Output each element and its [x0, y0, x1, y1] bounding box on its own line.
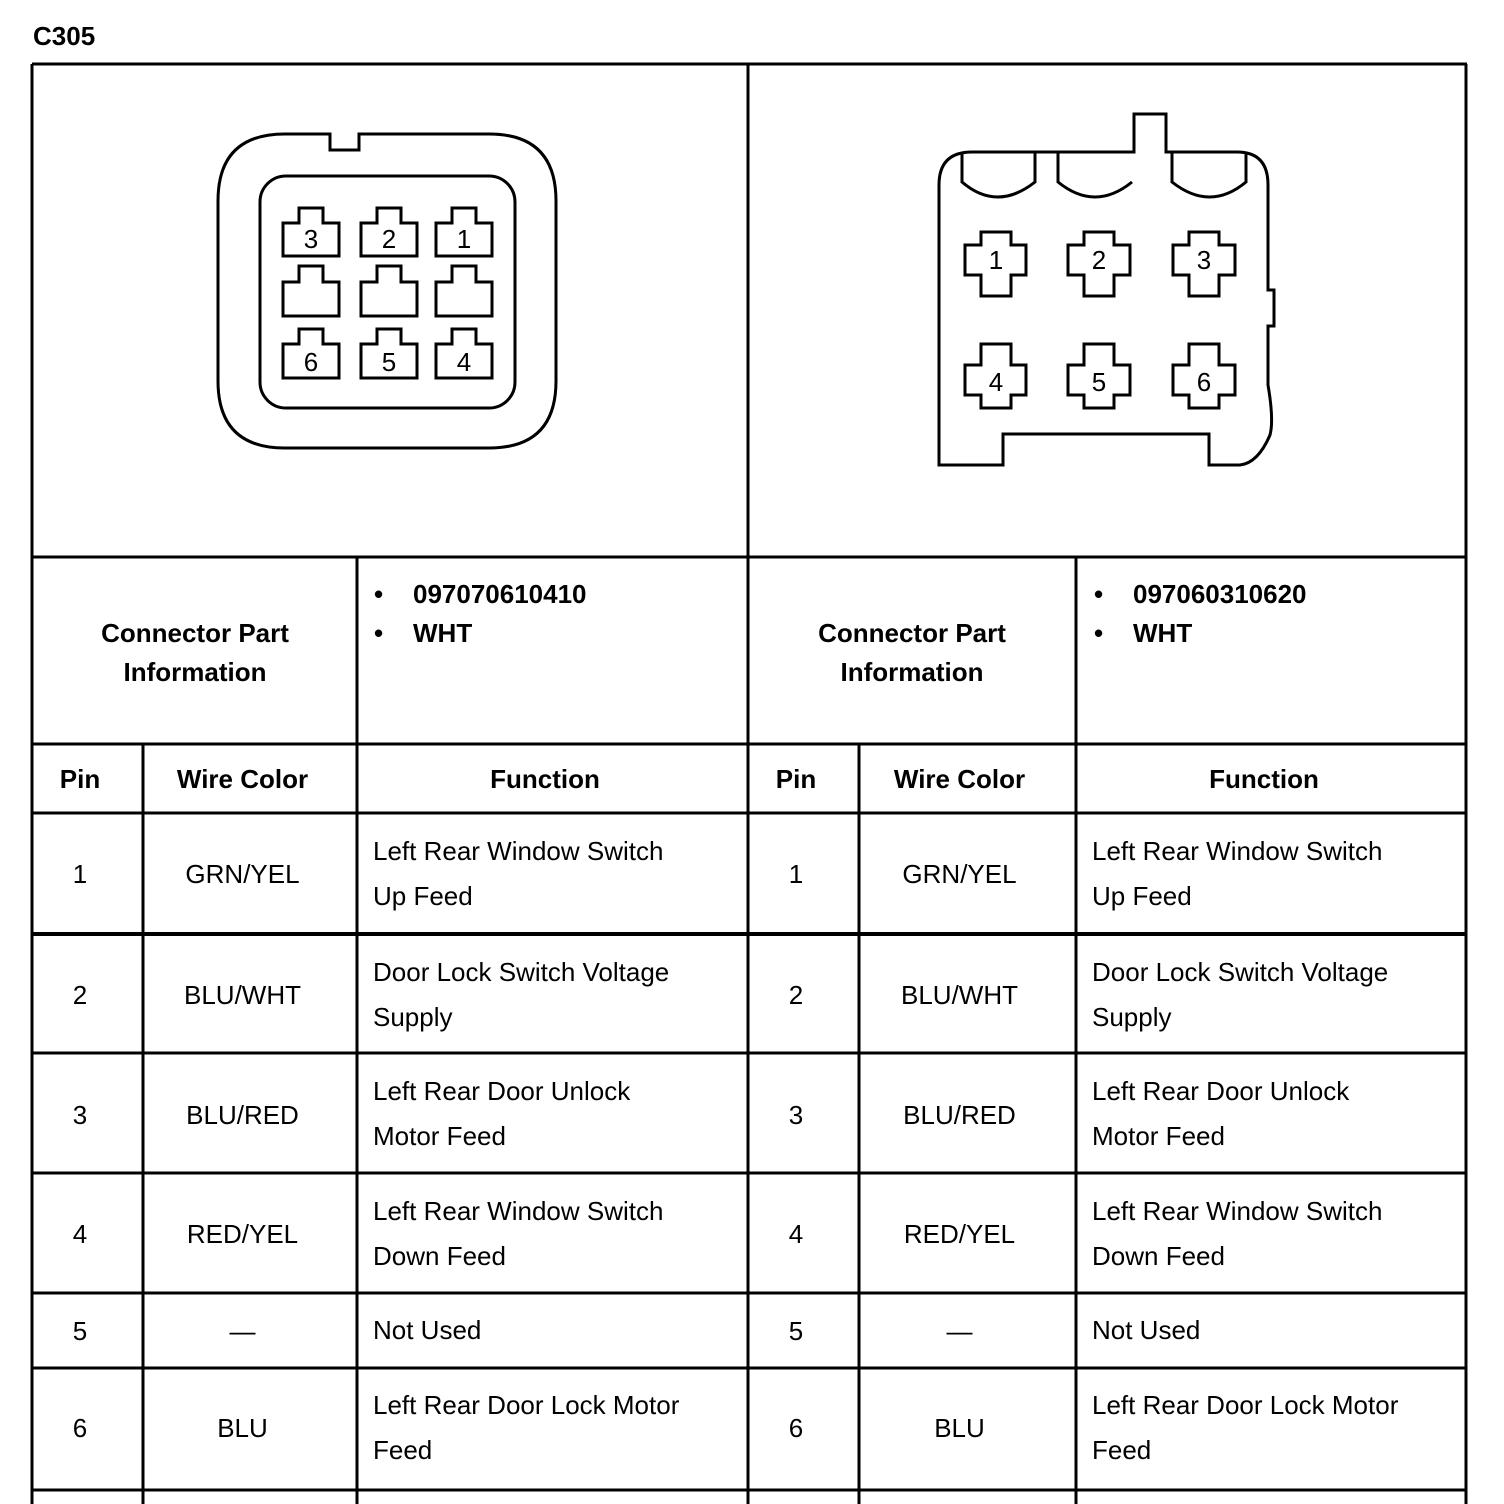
wire-color-cell: BLU/RED: [903, 1100, 1016, 1130]
pin-cell: 1: [788, 859, 804, 889]
bullet: •: [1094, 579, 1104, 609]
function-cell: Left Rear Door Unlock Motor Feed: [373, 1076, 631, 1151]
part-number-left: 097070610410: [413, 579, 587, 609]
wire-color-cell: BLU: [217, 1413, 268, 1443]
pin-label: 5: [1091, 367, 1107, 397]
bullet: •: [374, 618, 384, 648]
part-color-left: WHT: [413, 618, 473, 648]
wire-color-cell: GRN/YEL: [902, 859, 1017, 889]
pin-label: 1: [456, 224, 472, 254]
wire-color-cell: BLU/WHT: [184, 980, 301, 1010]
wire-color-cell: BLU/RED: [186, 1100, 299, 1130]
pin-cell: 4: [788, 1219, 804, 1249]
wire-color-cell: —: [229, 1316, 256, 1346]
pin-label: 3: [1196, 245, 1212, 275]
pin-cell: 2: [788, 980, 804, 1010]
part-info-label-right: Connector Part Information: [818, 618, 1006, 687]
header-wire-color-right: Wire Color: [893, 764, 1026, 794]
header-function-right: Function: [1209, 764, 1319, 794]
pin-label: 4: [456, 347, 472, 377]
part-info-label-left: Connector Part Information: [101, 618, 289, 687]
wire-color-cell: BLU/WHT: [901, 980, 1018, 1010]
function-cell: Left Rear Window Switch Up Feed: [373, 836, 664, 911]
pin-cell: 1: [72, 859, 88, 889]
pin-label: 2: [1091, 245, 1107, 275]
header-pin-left: Pin: [59, 764, 101, 794]
wire-color-cell: BLU: [934, 1413, 985, 1443]
function-cell: Left Rear Door Lock Motor Feed: [1092, 1390, 1399, 1465]
function-cell: Not Used: [373, 1315, 482, 1345]
pin-cell: 3: [72, 1100, 88, 1130]
pin-label: 3: [303, 224, 319, 254]
function-cell: Door Lock Switch Voltage Supply: [373, 957, 670, 1032]
wire-color-cell: GRN/YEL: [185, 859, 300, 889]
part-number-right: 097060310620: [1133, 579, 1307, 609]
pin-cell: 2: [72, 980, 88, 1010]
pin-label: 4: [988, 367, 1004, 397]
function-cell: Left Rear Door Unlock Motor Feed: [1092, 1076, 1350, 1151]
part-color-right: WHT: [1133, 618, 1193, 648]
pin-cell: 6: [788, 1413, 804, 1443]
function-cell: Not Used: [1092, 1315, 1201, 1345]
pin-label: 1: [988, 245, 1004, 275]
header-wire-color-left: Wire Color: [176, 764, 309, 794]
pin-cell: 5: [788, 1316, 804, 1346]
function-cell: Left Rear Window Switch Down Feed: [1092, 1196, 1383, 1271]
connector-id: C305: [33, 21, 96, 51]
connector-face-view-left: [200, 130, 580, 470]
function-cell: Door Lock Switch Voltage Supply: [1092, 957, 1389, 1032]
wire-color-cell: RED/YEL: [186, 1219, 299, 1249]
pin-cell: 3: [788, 1100, 804, 1130]
pin-cell: 4: [72, 1219, 88, 1249]
header-pin-right: Pin: [775, 764, 817, 794]
header-function-left: Function: [490, 764, 600, 794]
function-cell: Left Rear Window Switch Down Feed: [373, 1196, 664, 1271]
pin-cell: 5: [72, 1316, 88, 1346]
pin-label: 6: [1196, 367, 1212, 397]
pin-label: 2: [381, 224, 397, 254]
function-cell: Left Rear Door Lock Motor Feed: [373, 1390, 680, 1465]
pin-label: 5: [381, 347, 397, 377]
function-cell: Left Rear Window Switch Up Feed: [1092, 836, 1383, 911]
pin-cavity-blank-a: [283, 266, 339, 316]
bullet: •: [1094, 618, 1104, 648]
bullet: •: [374, 579, 384, 609]
wire-color-cell: RED/YEL: [903, 1219, 1016, 1249]
wire-color-cell: —: [946, 1316, 973, 1346]
pin-cavity-blank-b: [361, 266, 417, 316]
pin-cell: 6: [72, 1413, 88, 1443]
pin-label: 6: [303, 347, 319, 377]
connector-face-view-right: [920, 100, 1300, 480]
pin-cavity-blank-c: [436, 266, 492, 316]
